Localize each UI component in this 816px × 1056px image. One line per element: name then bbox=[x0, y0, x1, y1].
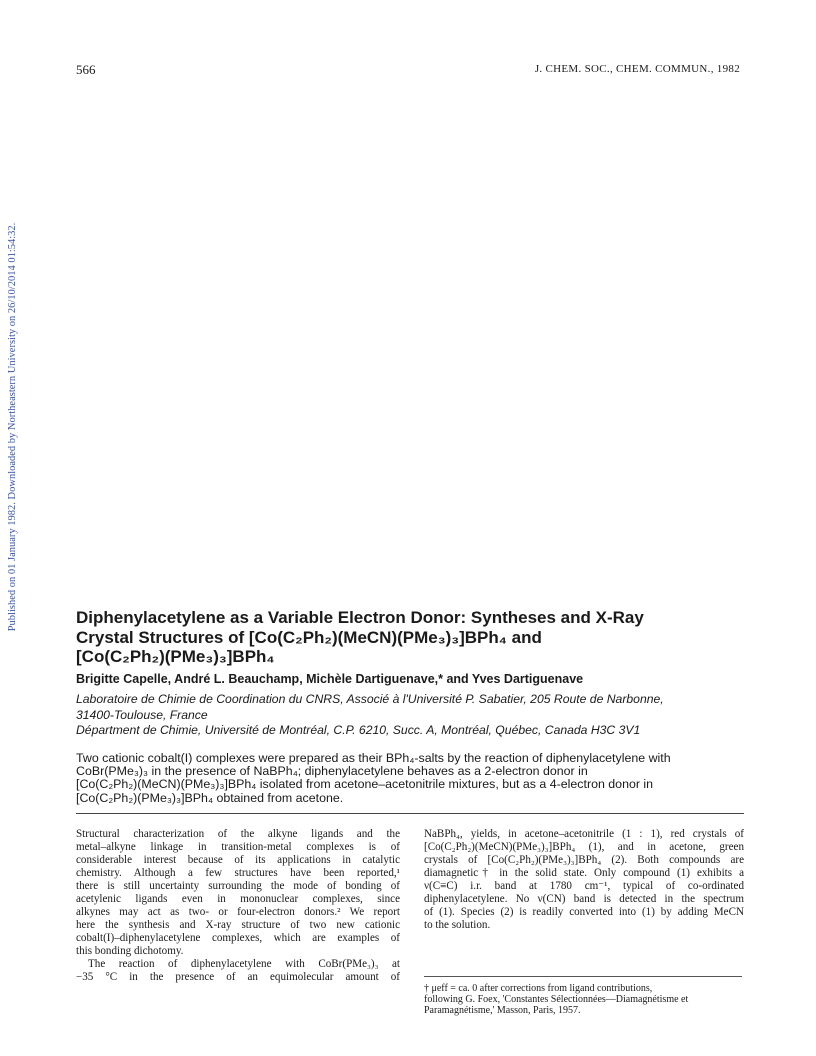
body-line: of (1). Species (2) is readily converted into (1) by adding MeCN bbox=[424, 906, 744, 918]
abstract-line: [Co(C₂Ph₂)(PMe₃)₃]BPh₄ obtained from acetone. bbox=[76, 790, 344, 805]
body-line: NaBPh₄, yields, in acetone–acetonitrile (1 : 1), red crystals of bbox=[424, 828, 744, 840]
body-line: −35 °C in the presence of an equimolecular amount of bbox=[76, 971, 400, 983]
body-line: cobalt(I)–diphenylacetylene complexes, which are examples of bbox=[76, 932, 400, 944]
title-line: Diphenylacetylene as a Variable Electron Donor: Syntheses and X-Ray bbox=[76, 608, 644, 627]
body-line: alkynes may act as two- or four-electron donors.² We report bbox=[76, 906, 400, 918]
footnote bbox=[424, 983, 744, 1016]
body-line: crystals of [Co(C₂Ph₂)(PMe₃)₃]BPh₄ (2). Both compounds are bbox=[424, 854, 744, 866]
body-line: acetylenic ligands even in mononuclear complexes, since bbox=[76, 893, 400, 905]
abstract-divider bbox=[76, 813, 744, 814]
footnote-divider bbox=[424, 976, 742, 977]
body-line: metal–alkyne linkage in transition-metal complexes is of bbox=[76, 841, 400, 853]
body-line: Structural characterization of the alkyne ligands and the bbox=[76, 828, 400, 840]
body-line: here the synthesis and X-ray structure of two new cationic bbox=[76, 919, 400, 931]
body-column-left bbox=[76, 828, 400, 984]
affiliations bbox=[76, 692, 746, 739]
body-column-right bbox=[424, 828, 744, 932]
abstract-line: [Co(C₂Ph₂)(MeCN)(PMe₃)₃]BPh₄ isolated from acetone–acetonitrile mixtures, but as a 4-electron donor in bbox=[76, 777, 654, 792]
download-watermark: Published on 01 January 1982. Downloaded by Northeastern University on 26/10/2014 01:54:32. bbox=[7, 222, 18, 632]
body-line: this bonding dichotomy. bbox=[76, 945, 184, 957]
body-line: [Co(C₂Ph₂)(MeCN)(PMe₃)₃]BPh₄ (1), and in acetone, green bbox=[424, 841, 744, 853]
footnote-line: Paramagnétisme,' Masson, Paris, 1957. bbox=[424, 1005, 581, 1016]
affiliation-line: Départment de Chimie, Université de Montréal, C.P. 6210, Succ. A, Montréal, Québec, Canada H3C 3V1 bbox=[76, 723, 641, 737]
affiliation-line: Laboratoire de Chimie de Coordination du CNRS, Associé à l'Université P. Sabatier, 205 Route de Narbonne, bbox=[76, 692, 664, 706]
footnote-line: † μeff = ca. 0 after corrections from ligand contributions, bbox=[424, 983, 653, 994]
body-line: considerable interest because of its applications in catalytic bbox=[76, 854, 400, 866]
abstract bbox=[76, 752, 748, 805]
body-line: there is still uncertainty surrounding the mode of bonding of bbox=[76, 880, 400, 892]
body-line: ν(C≡C) i.r. band at 1780 cm⁻¹, typical of co-ordinated bbox=[424, 880, 744, 892]
body-line: diamagnetic† in the solid state. Only compound (1) exhibits a bbox=[424, 867, 744, 879]
body-line: to the solution. bbox=[424, 919, 491, 931]
abstract-line: CoBr(PMe₃)₃ in the presence of NaBPh₄; diphenylacetylene behaves as a 2-electron donor in bbox=[76, 764, 588, 779]
affiliation-line: 31400-Toulouse, France bbox=[76, 707, 208, 722]
article-title bbox=[76, 608, 746, 667]
abstract-line: Two cationic cobalt(I) complexes were prepared as their BPh₄-salts by the reaction of diphenylacetylene with bbox=[76, 751, 671, 765]
body-line: chemistry. Although a few structures have been reported,¹ bbox=[76, 867, 400, 879]
author-list: Brigitte Capelle, André L. Beauchamp, Michèle Dartiguenave,* and Yves Dartiguenave bbox=[76, 672, 584, 686]
footnote-line: following G. Foex, 'Constantes Sélectionnées—Diamagnétisme et bbox=[424, 994, 689, 1005]
title-line: [Co(C₂Ph₂)(PMe₃)₃]BPh₄ bbox=[76, 647, 275, 666]
page-number: 566 bbox=[76, 62, 96, 77]
title-line: Crystal Structures of [Co(C₂Ph₂)(MeCN)(PMe₃)₃]BPh₄ and bbox=[76, 627, 542, 647]
running-head: J. CHEM. SOC., CHEM. COMMUN., 1982 bbox=[534, 63, 740, 75]
body-line: The reaction of diphenylacetylene with CoBr(PMe₃)₃ at bbox=[88, 958, 400, 970]
body-line: diphenylacetylene. No ν(CN) band is detected in the spectrum bbox=[424, 893, 744, 905]
